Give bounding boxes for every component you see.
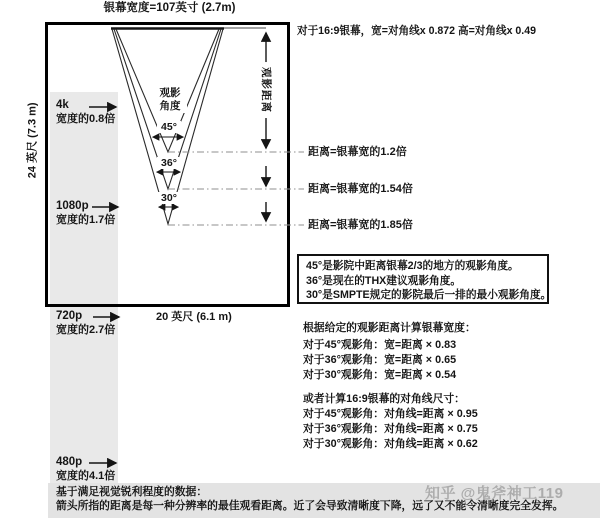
width-calc-line-45: 对于45°观影角：宽=距离 × 0.83: [303, 339, 457, 351]
diagonal-calc-line-45: 对于45°观影角：对角线=距离 × 0.95: [303, 408, 478, 420]
res-label-1080p: 1080p: [56, 200, 89, 212]
watermark: 知乎 @鬼斧神工119: [425, 485, 564, 502]
res-label-480p: 480p: [56, 456, 83, 468]
diagonal-calc-line-30: 对于30°观影角：对角线=距离 × 0.62: [303, 438, 478, 450]
angle-label-45: 45°: [157, 121, 181, 133]
width-calc-line-36: 对于36°观影角：宽=距离 × 0.65: [303, 354, 457, 366]
viewing-distance-label: 观影距离: [260, 62, 272, 118]
width-calc-heading: 根据给定的观影距离计算银幕宽度：: [303, 322, 476, 334]
viewing-angle-caption: [153, 87, 187, 113]
distance-label-2: 距离=银幕宽的1.54倍: [308, 183, 413, 195]
screen-ratio-note: 对于16:9银幕，宽=对角线x 0.872 高=对角线x 0.49: [297, 25, 537, 37]
viewing-angle-caption-line2: 角度: [159, 100, 181, 112]
angle-note-line2: 36°是现在的THX建议观影角度。: [306, 274, 462, 287]
width-calc-line-30: 对于30°观影角：宽=距离 × 0.54: [303, 369, 457, 381]
res-label-720p: 720p: [56, 310, 83, 322]
distance-label-1: 距离=银幕宽的1.2倍: [308, 146, 407, 158]
res-factor-4k: 宽度的0.8倍: [56, 113, 116, 125]
left-axis-label: 24 英尺 (7.3 m): [26, 102, 39, 179]
diagram-title: 银幕宽度=107英寸 (2.7m): [103, 2, 236, 14]
footer-line1: 基于满足视觉锐利程度的数据：: [56, 486, 208, 498]
angle-note-line3: 30°是SMPTE规定的影院最后一排的最小观影角度。: [306, 289, 552, 302]
angle-note-box: [297, 254, 552, 304]
angle-note-line1: 45°是影院中距离银幕2/3的地方的观影角度。: [306, 260, 519, 272]
res-factor-480p: 宽度的4.1倍: [56, 470, 116, 482]
diagonal-calc-block: [303, 392, 478, 452]
angle-label-30: 30°: [157, 192, 181, 204]
distance-label-3: 距离=银幕宽的1.85倍: [308, 219, 413, 231]
res-factor-1080p: 宽度的1.7倍: [56, 214, 116, 226]
diagonal-calc-line-36: 对于36°观影角：对角线=距离 × 0.75: [303, 423, 478, 435]
diagonal-calc-heading: 或者计算16:9银幕的对角线尺寸：: [303, 393, 465, 405]
res-label-4k: 4k: [56, 99, 69, 111]
bottom-axis-label: 20 英尺 (6.1 m): [156, 311, 232, 323]
width-calc-block: [303, 321, 476, 383]
footer-line2: 箭头所指的距离是每一种分辨率的最佳观看距离。近了会导致清晰度下降，远了又不能令清晰度完全发挥。: [56, 500, 564, 512]
res-factor-720p: 宽度的2.7倍: [56, 324, 116, 336]
angle-label-36: 36°: [157, 157, 181, 169]
viewing-angle-caption-line1: 观影: [159, 87, 181, 99]
